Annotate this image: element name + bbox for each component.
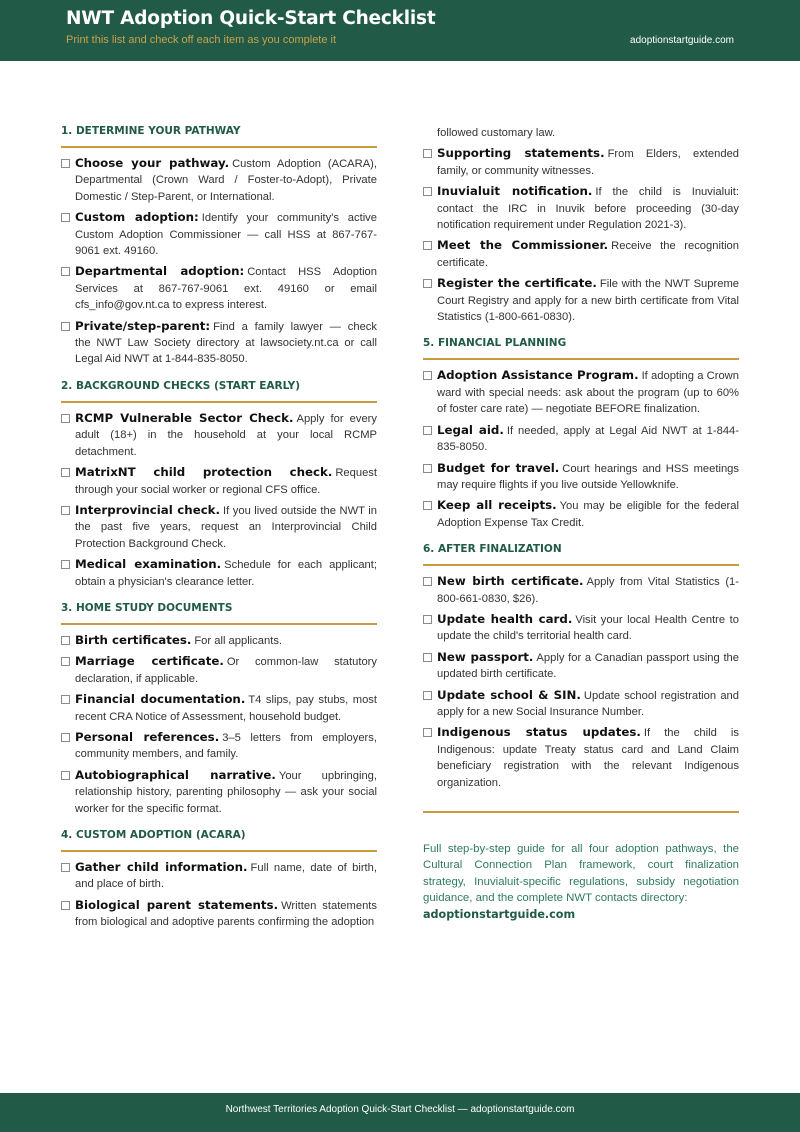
checkbox[interactable] bbox=[423, 426, 432, 435]
checkbox[interactable] bbox=[423, 615, 432, 624]
item-text: Request through your social worker or regional CFS office. bbox=[75, 467, 377, 496]
item-title: Gather child information. bbox=[75, 860, 248, 874]
section-heading: 5. FINANCIAL PLANNING bbox=[423, 337, 739, 360]
item-text: Find a family lawyer — check the NWT Law Society directory at lawsociety.nt.ca or call Legal Aid NWT at 1-844-835-8050. bbox=[75, 320, 377, 366]
item-title: New birth certificate. bbox=[437, 574, 584, 589]
item-text: For all applicants. bbox=[194, 634, 283, 647]
item-text: Court hearings and HSS meetings may require flights if you live outside Yellowknife. bbox=[437, 462, 739, 491]
item-text: You may be eligible for the federal Adoption Expense Tax Credit. bbox=[437, 500, 739, 529]
item-title: Interprovincial check. bbox=[75, 502, 221, 517]
item-text: If the child is Inuvialuit: contact the IRC in Inuvik before proceeding (30-day notification requirement under Regulation 2021-3). bbox=[437, 186, 739, 232]
item-text: Contact HSS Adoption Services at 867-767-9061 ext. 49160 or email cfs_info@gov.nt.ca to express interest. bbox=[75, 266, 377, 312]
left-column bbox=[61, 125, 377, 943]
page-header bbox=[0, 0, 800, 61]
checkbox[interactable] bbox=[61, 560, 70, 569]
item-text: From Elders, extended family, or community witnesses. bbox=[437, 148, 740, 177]
item-text: Apply for a Canadian passport using the updated birth certificate. bbox=[437, 651, 739, 681]
item-text: Update school registration and apply for a new Social Insurance Number. bbox=[437, 689, 739, 718]
section-heading: 1. DETERMINE YOUR PATHWAY bbox=[61, 125, 377, 148]
item-title: Update health card. bbox=[437, 611, 573, 626]
item-text: If you lived outside the NWT in the past five years, request an Interprovincial Child Protection Background Check. bbox=[75, 504, 377, 550]
checkbox[interactable] bbox=[423, 728, 432, 737]
checklist-item bbox=[423, 649, 739, 683]
checkbox[interactable] bbox=[61, 733, 70, 742]
checklist-item bbox=[423, 422, 739, 456]
item-title: Autobiographical narrative. bbox=[75, 767, 276, 782]
checkbox[interactable] bbox=[423, 279, 432, 288]
item-text: 3–5 letters from employers, community members, and family. bbox=[75, 731, 377, 761]
checkbox[interactable] bbox=[423, 577, 432, 586]
section-heading: 4. CUSTOM ADOPTION (ACARA) bbox=[61, 829, 377, 852]
item-title: MatrixNT child protection check. bbox=[75, 465, 333, 480]
checkbox[interactable] bbox=[423, 501, 432, 510]
divider bbox=[423, 811, 739, 813]
checklist-item bbox=[423, 724, 739, 791]
checklist-item bbox=[61, 263, 377, 313]
section-heading: 6. AFTER FINALIZATION bbox=[423, 543, 739, 566]
checkbox[interactable] bbox=[61, 322, 70, 331]
section-heading: 3. HOME STUDY DOCUMENTS bbox=[61, 602, 377, 625]
item-text: Receive the recognition certificate. bbox=[437, 240, 739, 269]
checkbox[interactable] bbox=[61, 159, 70, 168]
checkbox[interactable] bbox=[423, 691, 432, 700]
checkbox[interactable] bbox=[61, 468, 70, 477]
item-title: Adoption Assistance Program. bbox=[437, 368, 639, 383]
header-url[interactable]: adoptionstartguide.com bbox=[630, 35, 734, 46]
checkbox[interactable] bbox=[61, 636, 70, 645]
checklist-item bbox=[61, 410, 377, 460]
checklist-item bbox=[61, 729, 377, 763]
checklist-item bbox=[61, 691, 377, 725]
item-text: If adopting a Crown ward with special needs: ask about the program (up to 60% of foster care rate) — negotiate BEFORE finalization. bbox=[437, 370, 739, 416]
item-title: Meet the Commissioner. bbox=[437, 238, 609, 253]
checkbox[interactable] bbox=[61, 414, 70, 423]
item-text: Apply for every adult (18+) in the household at your local RCMP detachment. bbox=[75, 412, 377, 458]
item-title: Medical examination. bbox=[75, 557, 222, 572]
checklist-item bbox=[61, 859, 377, 893]
section-custom-adoption-continued bbox=[423, 125, 739, 325]
item-title: Indigenous status updates. bbox=[437, 725, 641, 740]
checklist-item bbox=[61, 464, 377, 498]
item-title: RCMP Vulnerable Sector Check. bbox=[75, 410, 294, 425]
item-title: Keep all receipts. bbox=[437, 498, 557, 513]
checkbox[interactable] bbox=[423, 464, 432, 473]
item-title: Personal references. bbox=[75, 729, 220, 744]
checkbox[interactable] bbox=[61, 863, 70, 872]
footer-text: Northwest Territories Adoption Quick-Start Checklist — adoptionstartguide.com bbox=[225, 1104, 575, 1115]
section-after-finalization bbox=[423, 543, 739, 791]
promo-block bbox=[423, 841, 739, 923]
item-title: Supporting statements. bbox=[437, 146, 605, 161]
checklist-item bbox=[423, 573, 739, 607]
item-text: If needed, apply at Legal Aid NWT at 1-844-835-8050. bbox=[437, 424, 739, 454]
checklist-item bbox=[61, 767, 377, 817]
checkbox[interactable] bbox=[61, 213, 70, 222]
checklist-item bbox=[61, 502, 377, 552]
item-text: Apply from Vital Statistics (1-800-661-0830, $26). bbox=[437, 576, 739, 605]
item-title: Choose your pathway. bbox=[75, 156, 230, 170]
checkbox[interactable] bbox=[61, 901, 70, 910]
checklist-item bbox=[423, 611, 739, 645]
checklist-item bbox=[61, 556, 377, 590]
checklist-item bbox=[61, 632, 377, 649]
checklist-item bbox=[61, 155, 377, 205]
checkbox[interactable] bbox=[61, 771, 70, 780]
section-custom-adoption bbox=[61, 829, 377, 931]
right-column bbox=[423, 125, 739, 923]
promo-link[interactable]: adoptionstartguide.com bbox=[423, 907, 576, 921]
section-heading: 2. BACKGROUND CHECKS (START EARLY) bbox=[61, 380, 377, 403]
section-financial-planning bbox=[423, 337, 739, 531]
item-title: Departmental adoption: bbox=[75, 264, 245, 279]
checkbox[interactable] bbox=[423, 653, 432, 662]
item-text: T4 slips, pay stubs, most recent CRA Notice of Assessment, household budget. bbox=[75, 694, 378, 723]
checkbox[interactable] bbox=[61, 657, 70, 666]
checklist-item bbox=[423, 460, 739, 494]
item-title: Legal aid. bbox=[437, 422, 504, 437]
item-text: Your upbringing, relationship history, parenting philosophy — ask your social worker for the specific format. bbox=[75, 769, 377, 815]
page-subtitle: Print this list and check off each item as you complete it bbox=[66, 34, 337, 46]
checklist-item bbox=[61, 209, 377, 259]
checklist-item bbox=[423, 237, 739, 271]
checklist-item bbox=[423, 367, 739, 417]
checkbox[interactable] bbox=[423, 371, 432, 380]
checkbox[interactable] bbox=[61, 695, 70, 704]
item-text: Schedule for each applicant; obtain a physician's clearance letter. bbox=[75, 559, 377, 588]
item-text: Identify your community's active Custom Adoption Commissioner — call HSS at 867-767-9061 ext. 49160. bbox=[75, 212, 377, 258]
checklist-item bbox=[61, 653, 377, 687]
section-pathway bbox=[61, 125, 377, 368]
item-text: Full name, date of birth, and place of birth. bbox=[75, 862, 377, 891]
page-footer bbox=[0, 1093, 800, 1132]
checkbox[interactable] bbox=[61, 506, 70, 515]
checklist-item bbox=[423, 497, 739, 531]
item-title: Marriage certificate. bbox=[75, 654, 224, 669]
checkbox[interactable] bbox=[423, 241, 432, 250]
item-title: Budget for travel. bbox=[437, 460, 560, 475]
item-text: Or common-law statutory declaration, if applicable. bbox=[75, 656, 377, 685]
item-text-continued: followed customary law. bbox=[437, 127, 556, 139]
page-title: NWT Adoption Quick-Start Checklist bbox=[66, 8, 436, 29]
item-title: Custom adoption: bbox=[75, 210, 199, 225]
checkbox[interactable] bbox=[423, 187, 432, 196]
promo-text: Full step-by-step guide for all four adoption pathways, the Cultural Connection Plan framework, court finalization strategy, Inuvialuit-specific regulations, subsidy negotiation guidance, and the complete NWT contacts directory: bbox=[423, 843, 739, 905]
item-title: New passport. bbox=[437, 649, 534, 664]
checklist-item bbox=[423, 275, 739, 325]
item-title: Update school & SIN. bbox=[437, 687, 581, 702]
checkbox[interactable] bbox=[423, 149, 432, 158]
checklist-item bbox=[61, 318, 377, 368]
checkbox[interactable] bbox=[61, 267, 70, 276]
item-text: Custom Adoption (ACARA), Departmental (Crown Ward / Foster-to-Adopt), Private Domestic / Step-Parent, or International. bbox=[75, 158, 377, 203]
item-title: Biological parent statements. bbox=[75, 897, 279, 912]
item-title: Financial documentation. bbox=[75, 692, 246, 707]
section-background-checks bbox=[61, 380, 377, 590]
checklist-item bbox=[61, 897, 377, 931]
item-title: Inuvialuit notification. bbox=[437, 184, 593, 199]
item-title: Birth certificates. bbox=[75, 632, 192, 647]
item-title: Register the certificate. bbox=[437, 276, 597, 291]
item-title: Private/step-parent: bbox=[75, 318, 211, 333]
item-text: File with the NWT Supreme Court Registry and apply for a new birth certificate from Vital Statistics (1-800-661-0830). bbox=[437, 278, 739, 324]
section-home-study bbox=[61, 602, 377, 817]
item-text: If the child is Indigenous: update Treaty status card and Land Claim beneficiary registration with the relevant Indigenous organization. bbox=[437, 727, 739, 789]
checklist-item bbox=[423, 145, 739, 179]
item-text: Written statements from biological and adoptive parents confirming the adoption bbox=[75, 899, 377, 929]
item-text: Visit your local Health Centre to update the child's territorial health card. bbox=[437, 613, 740, 643]
checklist-item bbox=[423, 183, 739, 233]
checklist-item bbox=[423, 687, 739, 721]
